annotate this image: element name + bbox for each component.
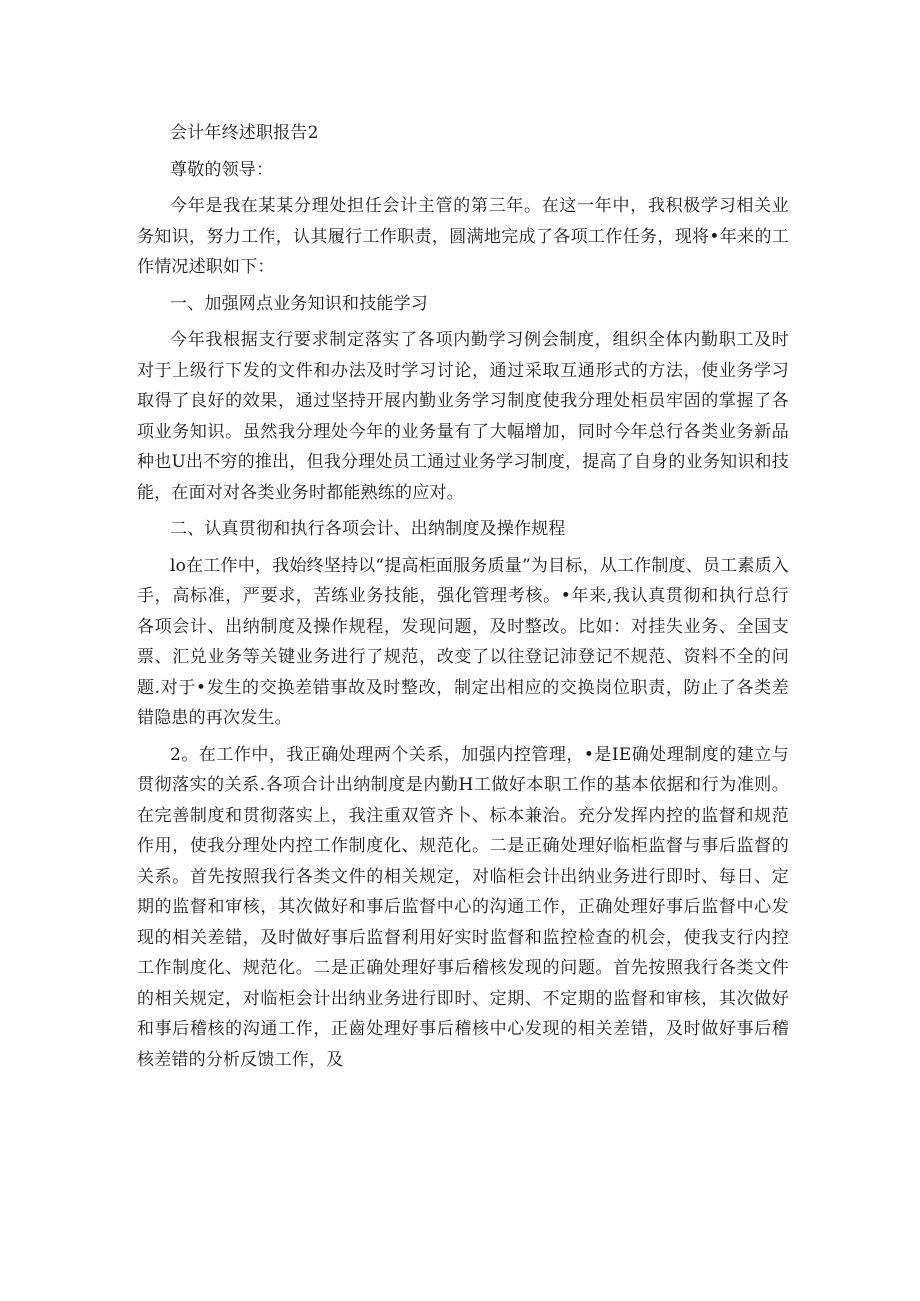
salutation: 尊敬的领导： bbox=[170, 159, 274, 180]
paragraph-intro: 今年是我在某某分理处担任会计主管的第三年。在这一年中，我积极学习相关业务知识，努力工作，认其履行工作职责，圆满地完成了各项工作任务，现将•年来的工作情况述职如下： bbox=[137, 196, 789, 277]
document-title: 会计年终述职报告2 bbox=[170, 123, 319, 143]
document-body bbox=[137, 118, 789, 1081]
paragraph-section-2-item-1: lo在工作中，我始终坚持以“提高柜面服务质量”为目标，从工作制度、员工素质入手，高标准，严要求，苦练业务技能，强化管理考核。•年来,我认真贯彻和执行总行各项会计、出纳制度及操作规程，发现问题，及时整改。比如：对挂失业务、全国支票、汇兑业务等关键业务进行了规范，改变了以往登记沛登记不规范、资料不全的问题.对于•发生的交换差错事故及时整改，制定出相应的交换岗位职责，防止了各类差错隐患的再次发生。 bbox=[137, 555, 789, 728]
section-heading-2: 二、认真贯彻和执行各项会计、出纳制度及操作规程 bbox=[170, 519, 566, 539]
paragraph-section-1: 今年我根据支行要求制定落实了各项内勤学习例会制度，组织全体内勤职工及时对于上级行下发的文件和办法及时学习讨论，通过采取互通形式的方法，使业务学习取得了良好的效果，通过坚持开展内勤业务学习制度使我分理处柜员牢固的掌握了各项业务知识。虽然我分理处今年的业务量有了大幅增加，同时今年总行各类业务新品种也U出不穷的推出，但我分理处员工通过业务学习制度，提高了自身的业务知识和技能，在面对对各类业务时都能熟练的应对。 bbox=[137, 330, 789, 503]
paragraph-section-2-item-2: 2。在工作中，我正确处理两个关系，加强内控管理，•是IE确处理制度的建立与贯彻落实的关系.各项合计出纳制度是内勤H工做好本职工作的基本依据和行为准则。在完善制度和贯彻落实上，我注重双管齐卜、标本兼治。充分发挥内控的监督和规范作用，使我分理处内控工作制度化、规范化。二是正确处理好临柜监督与事后监督的关系。首先按照我行各类文件的相关规定，对临柜会计出纳业务进行即时、每日、定期的监督和审核，其次做好和事后监督中心的沟通工作，正确处理好事后监督中心发现的相关差错，及时做好事后监督利用好实时监督和监控检查的机会，使我支行内控工作制度化、规范化。二是正确处理好事后稽核发现的问题。首先按照我行各类文件的相关规定，对临柜会计出纳业务进行即时、定期、不定期的监督和审核，其次做好和事后稽核的沟通工作，正齒处理好事后稽核中心发现的相关差错，及时做好事后稽核差错的分析反馈工作，及 bbox=[137, 744, 789, 1070]
section-heading-1: 一、加强网点业务知识和技能学习 bbox=[170, 293, 428, 314]
